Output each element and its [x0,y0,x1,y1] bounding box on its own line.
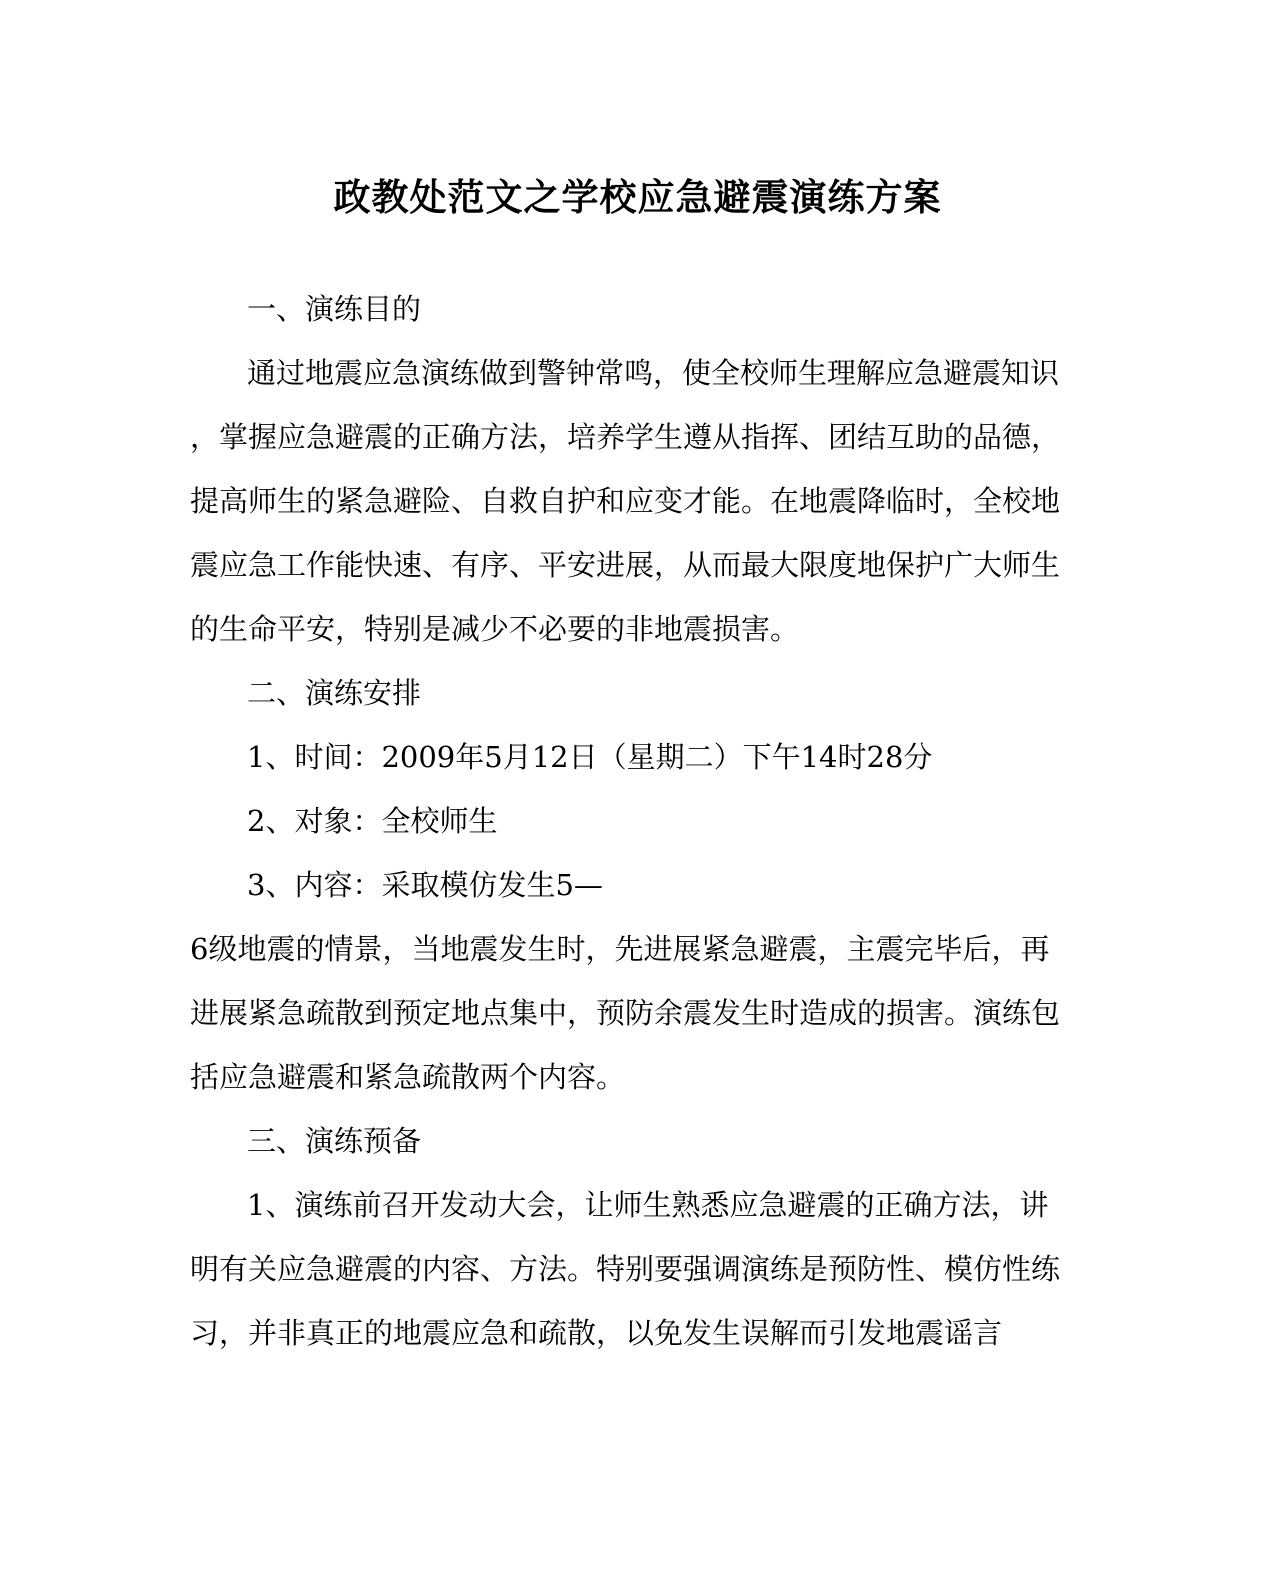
paragraph-line: 震应急工作能快速、有序、平安进展，从而最大限度地保护广大师生 [190,548,1061,582]
paragraph-line: 进展紧急疏散到预定地点集中，预防余震发生时造成的损害。演练包 [190,996,1061,1030]
paragraph-line: 提高师生的紧急避险、自救自护和应变才能。在地震降临时，全校地 [190,484,1061,518]
document-title: 政教处范文之学校应急避震演练方案 [333,175,942,219]
paragraph-line: 明有关应急避震的内容、方法。特别要强调演练是预防性、模仿性练 [190,1252,1061,1286]
paragraph-line: 的生命平安，特别是减少不必要的非地震损害。 [190,612,800,646]
paragraph-line: 1、演练前召开发动大会，让师生熟悉应急避震的正确方法，讲 [247,1188,1049,1222]
paragraph-line: 6级地震的情景，当地震发生时，先进展紧急避震，主震完毕后，再 [190,932,1050,966]
section-heading-arrangement: 二、演练安排 [247,676,422,710]
section-heading-preparation: 三、演练预备 [247,1124,422,1158]
section-heading-purpose: 一、演练目的 [247,292,422,326]
paragraph-line: 习，并非真正的地震应急和疏散，以免发生误解而引发地震谣言 [190,1316,1003,1350]
paragraph-line: 括应急避震和紧急疏散两个内容。 [190,1060,626,1094]
paragraph-line: ，掌握应急避震的正确方法，培养学生遵从指挥、团结互助的品德， [190,420,1061,454]
paragraph-line: 通过地震应急演练做到警钟常鸣，使全校师生理解应急避震知识 [247,356,1060,390]
list-item-time: 1、时间：2009年5月12日（星期二）下午14时28分 [247,740,933,774]
list-item-participants: 2、对象：全校师生 [247,804,498,838]
list-item-content: 3、内容：采取模仿发生5— [247,868,603,902]
